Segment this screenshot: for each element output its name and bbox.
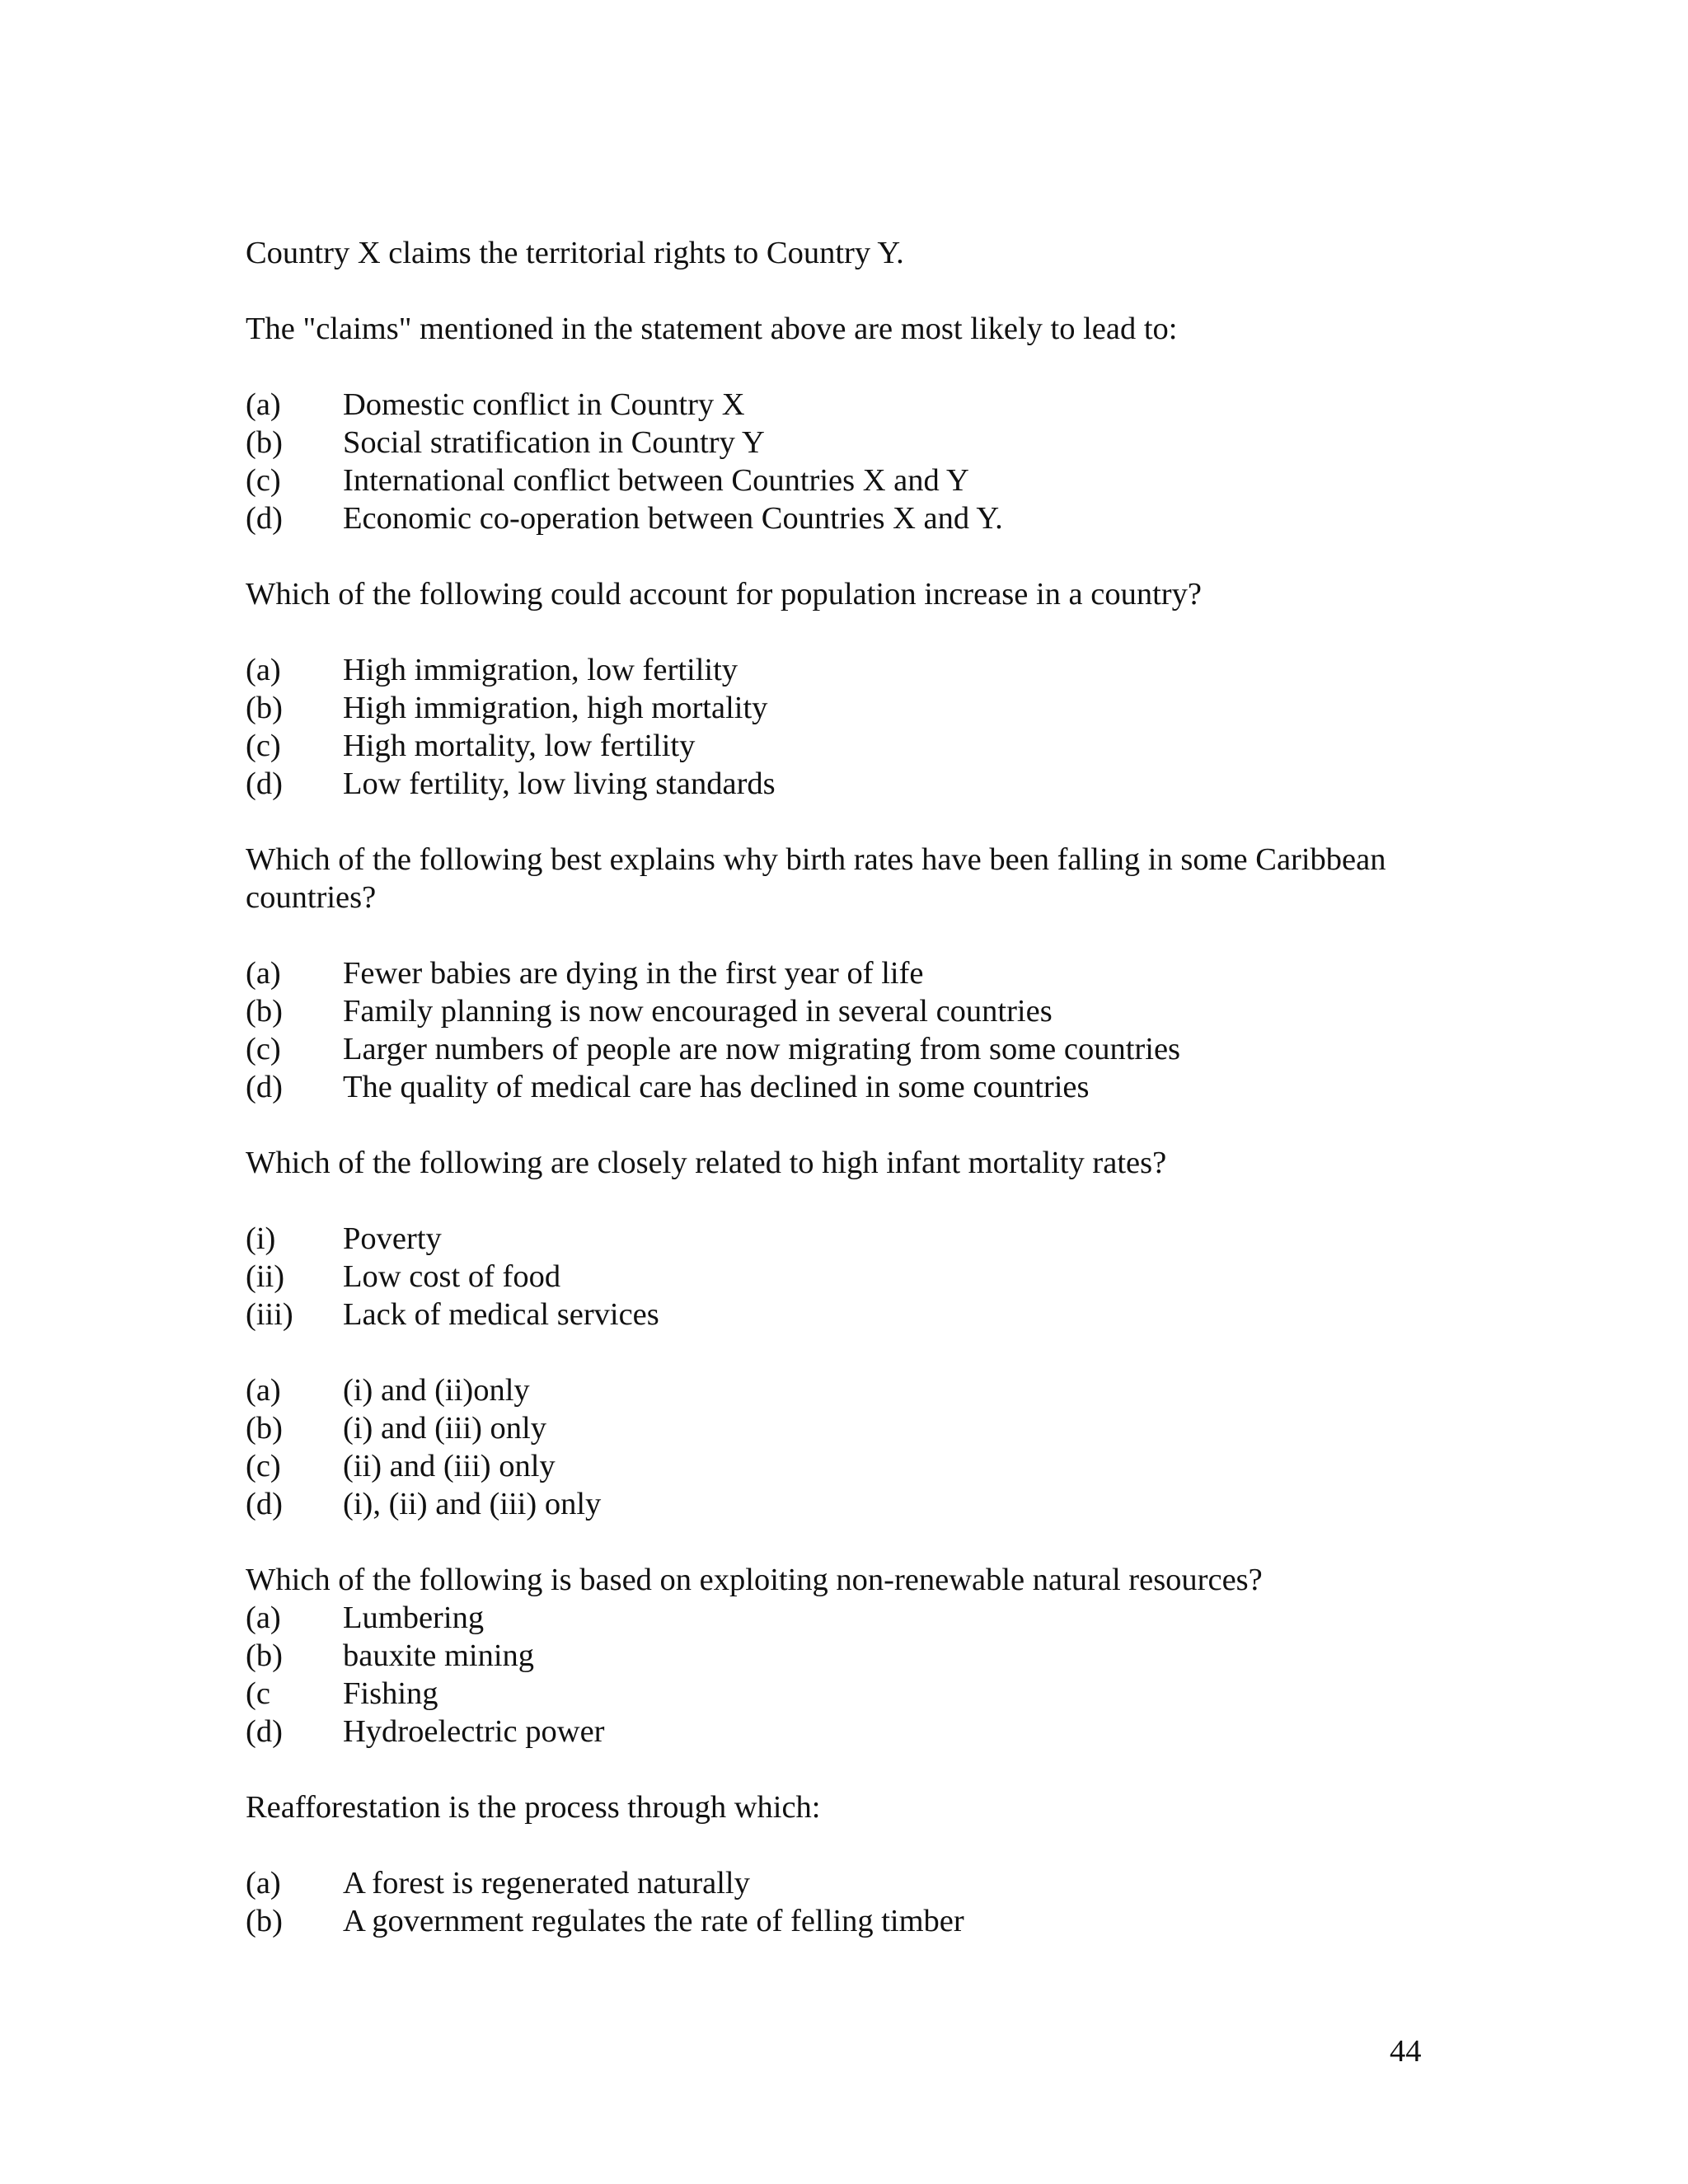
option-label: (a) (246, 956, 281, 991)
option-label: (a) (246, 653, 281, 687)
option-text: Economic co-operation between Countries X and Y. (343, 501, 1003, 536)
option-text: Domestic conflict in Country X (343, 387, 745, 422)
item-label: (iii) (246, 1297, 293, 1332)
option-label: (d) (246, 1714, 283, 1749)
option-text: Fewer babies are dying in the first year of life (343, 956, 924, 991)
option-label: (c) (246, 1449, 281, 1483)
option-label: (c (246, 1676, 270, 1711)
option-label: (b) (246, 994, 283, 1029)
option-label: (d) (246, 766, 283, 801)
page-number: 44 (1390, 2034, 1422, 2069)
q1-statement: Country X claims the territorial rights to Country Y. (246, 236, 904, 270)
option-text: (i), (ii) and (iii) only (343, 1487, 602, 1521)
option-text: A government regulates the rate of felling timber (343, 1904, 964, 1938)
q5-options (246, 1599, 1449, 1750)
q3-options (246, 954, 1449, 1106)
option-text: High immigration, low fertility (343, 653, 738, 687)
q2-option-b (246, 689, 1449, 727)
option-label: (c) (246, 1032, 281, 1066)
item-text: Low cost of food (343, 1259, 561, 1294)
option-text: Fishing (343, 1676, 438, 1711)
q5-option-b (246, 1637, 1449, 1675)
q4-option-d (246, 1485, 1449, 1523)
q2-question: Which of the following could account for population increase in a country? (246, 577, 1202, 612)
option-text: Larger numbers of people are now migrating from some countries (343, 1032, 1181, 1066)
q4-option-a (246, 1371, 1449, 1409)
option-label: (a) (246, 1601, 281, 1635)
q3-option-c (246, 1030, 1449, 1068)
option-text: Low fertility, low living standards (343, 766, 776, 801)
option-label: (c) (246, 463, 281, 498)
option-text: High immigration, high mortality (343, 691, 768, 725)
option-label: (d) (246, 1070, 283, 1104)
option-text: High mortality, low fertility (343, 729, 696, 763)
option-text: bauxite mining (343, 1638, 535, 1673)
q1-option-a (246, 386, 1449, 424)
option-label: (d) (246, 501, 283, 536)
q3-option-d (246, 1068, 1449, 1106)
q5-question: Which of the following is based on exploiting non-renewable natural resources? (246, 1563, 1263, 1597)
q4-question: Which of the following are closely related to high infant mortality rates? (246, 1146, 1167, 1180)
page-content (246, 234, 1449, 1940)
q2-option-d (246, 765, 1449, 803)
q6-options (246, 1864, 1449, 1940)
option-label: (b) (246, 691, 283, 725)
item-label: (i) (246, 1221, 276, 1256)
q4-option-b (246, 1409, 1449, 1447)
q5-option-c (246, 1675, 1449, 1713)
q4-option-c (246, 1447, 1449, 1485)
option-label: (b) (246, 1904, 283, 1938)
option-text: Hydroelectric power (343, 1714, 605, 1749)
q1-option-d (246, 499, 1449, 537)
option-text: A forest is regenerated naturally (343, 1866, 750, 1900)
option-text: (ii) and (iii) only (343, 1449, 556, 1483)
option-label: (a) (246, 1373, 281, 1408)
q3-option-b (246, 992, 1449, 1030)
q2-option-a (246, 651, 1449, 689)
option-text: (i) and (ii)only (343, 1373, 530, 1408)
option-text: The quality of medical care has declined in some countries (343, 1070, 1090, 1104)
option-label: (b) (246, 425, 283, 460)
option-text: Social stratification in Country Y (343, 425, 765, 460)
option-label: (b) (246, 1411, 283, 1446)
option-label: (a) (246, 387, 281, 422)
option-label: (b) (246, 1638, 283, 1673)
q4-item-ii (246, 1258, 1449, 1296)
option-label: (a) (246, 1866, 281, 1900)
option-text: (i) and (iii) only (343, 1411, 546, 1446)
option-label: (c) (246, 729, 281, 763)
q3-option-a (246, 954, 1449, 992)
option-label: (d) (246, 1487, 283, 1521)
q6-option-b (246, 1902, 1449, 1940)
q6-question: Reafforestation is the process through which: (246, 1790, 821, 1825)
item-label: (ii) (246, 1259, 285, 1294)
item-text: Poverty (343, 1221, 442, 1256)
q4-options (246, 1371, 1449, 1523)
q4-item-iii (246, 1296, 1449, 1333)
q6-option-a (246, 1864, 1449, 1902)
q1-option-c (246, 462, 1449, 499)
q2-option-c (246, 727, 1449, 765)
q1-question: The "claims" mentioned in the statement above are most likely to lead to: (246, 312, 1178, 346)
q3-question: Which of the following best explains why birth rates have been falling in some Caribbean countries? (246, 842, 1386, 915)
q1-options (246, 386, 1449, 537)
q5-option-a (246, 1599, 1449, 1637)
option-text: Lumbering (343, 1601, 485, 1635)
q4-items (246, 1220, 1449, 1333)
q4-item-i (246, 1220, 1449, 1258)
q2-options (246, 651, 1449, 803)
option-text: Family planning is now encouraged in several countries (343, 994, 1053, 1029)
q1-option-b (246, 424, 1449, 462)
option-text: International conflict between Countries X and Y (343, 463, 969, 498)
q5-option-d (246, 1713, 1449, 1750)
item-text: Lack of medical services (343, 1297, 659, 1332)
